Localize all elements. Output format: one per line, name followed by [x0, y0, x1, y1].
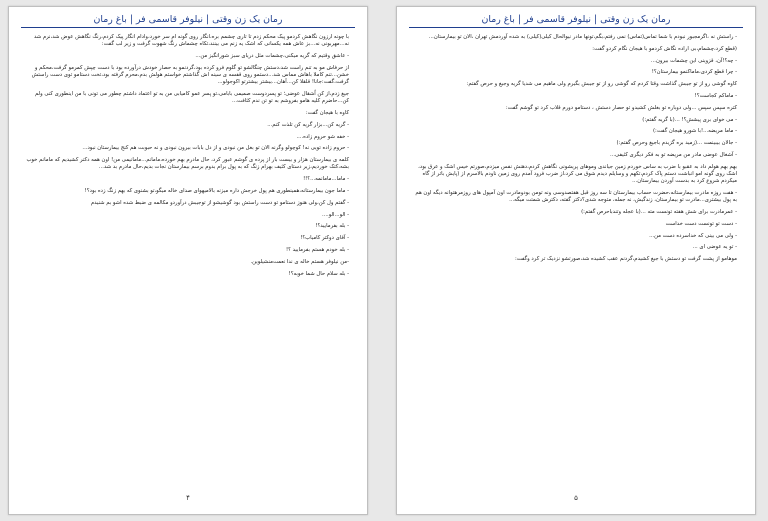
paragraph: جیغ زدم،از کن اُشقال عوضی؛ تو پسردوست صمیمی بابامی،تو پسر عمو کامیابی من به تو اعتماد داشتم چطور می تونی با من اینطوری کنی ولم کن...حاضرم کلیه هامو بفروشم به تو تن ندم کثافت... [34, 91, 349, 105]
paragraph: از حرفاش مو به تنم راست شد،دستش چنگالشو تو گلوم فرو کرده بود،گردنمو به حصار خودش درآورده بود با دست چپش کمرمو گرفت،محکم و خشن...تنم کاملا باهاش مماس شد...دستمو روی قفسه ی سینه اش گذاشتم خواستم هولش بدم،محرم گرفته بود،تخت دستامو توی دست راستش گرفت،گفت:جانا! قلقلا کن...آهان...بیشتر بیشترتو اکوجولو... [31, 64, 349, 86]
paragraph: - چه؟!آن، قزوینی این چشمات بیرون... [650, 57, 737, 64]
paragraph: - چرا قطع کردی،ماماکنمو بیمارستان؟! [651, 69, 737, 76]
paragraph: موهامو از پشت گرفت تو دستش با جیغ کشیدم،گردنم عقب کشیده شد،صورتشو نزدیک تر کرد وگفت: [515, 256, 737, 263]
paragraph: - گریه کن...بزار گریه کن تلذت کنم... [267, 121, 349, 128]
paragraph: با چونه ارزون نگاهش کردمو پیک محکم زدم تا تاری چشمم بره،انگار روی گونه ام سر خورد،وادام انگار پیک کردم،رنگ نگاهش عوض شد،نرم شد نه...مهربونی نه...بز عاش همه یکسانی که اشک یه زنم می بینند،تکاه چشماش رنگ شهوت گرفت و زیر لب گفت: [33, 34, 349, 48]
page-body [9, 28, 367, 278]
paragraph: - بله خودم هستم بفرمایید ؟! [285, 246, 349, 253]
page-body [397, 28, 755, 263]
paragraph: - می خوای بری پیشش؟! ...(با گریه گفتم:) [642, 116, 737, 123]
paragraph: - ماماکم کجاست؟! [694, 92, 737, 99]
paragraph: کاوه گوشی رو از تو جیبش گذاشت وقتا کردم که گوشی رو از تو جیبش بگیرم ولی ماهیم می شدیا گریه وجیغ و حرص گفتم: [466, 81, 737, 88]
page-right [396, 6, 756, 515]
paragraph: - تو یه عوضی ای ... [692, 244, 737, 251]
paragraph: - دست تو تونست دست خداست [665, 220, 737, 227]
page-header: رمان یک زن وقتی | نیلوفر قاسمی فر | باغ رمان [93, 14, 283, 25]
page-number: ۴ [186, 494, 190, 502]
paragraph: - خفه شو حروم زاده.... [296, 133, 349, 140]
paragraph: - بله بفرمایید؟! [315, 223, 349, 230]
paragraph: (قطع کرد،چشمام،بی اراده نگاش کردمو با هیجان نگام کردو گفت: [592, 45, 737, 52]
paragraph: - آشغال عوضی مادر من مریضه تو به فکر دیگری کثیفی... [610, 151, 737, 158]
paragraph: - گفتم ول کن،ولی هنوز دستامو تو دست راستش بود گوشیشو از توجیبش درآوردو مکالمه ی ضبط شده اشو بم شنیدم [90, 199, 349, 206]
paragraph: - عاشق وقتیم که گریه میکنی،چشمات مثل دریای سبز شورانگیز من... [195, 53, 349, 59]
paragraph: - آقای دوکتر کامیاب؟! [300, 235, 349, 242]
paragraph: - ماما مریضه...!با شورو هیجان گفت:) [652, 128, 737, 135]
paragraph: - الو...الو.... [321, 211, 349, 218]
paragraph: - ولی می بینی که خداسرده دست من... [649, 232, 737, 239]
paragraph: - هفت روزه مادرت بیمارستانه،حضرت حساب بیمارستان تا سه روز قبل هفتصدوسی ونه تومن بودومادرت اون آمپول های روزمرهتوانه دیگه اون هم به پول بیشتری...مادرت تو بیمارستان، زندگیش، نه جمله، متوجه شدی؟دکتر گفته، دکترش شمتت میگه... [415, 189, 737, 204]
page-header: رمان یک زن وقتی | نیلوفر قاسمی فر | باغ رمان [481, 14, 671, 25]
paragraph: کلمه ی بیمارستان هزار و بیست بار از پرده ی گوشم عبور کرد، حال مادرم بهم خورده،مامانم...مامانیمی من! اون همه دکتر کشیدیم که مامانم خوب بشه،کتک خوردیم،زیر دستای کثیف بهرام زنگ که به پول برام بدوم برسم بیمارستان نجات بدیم،حال مادرم بد شد... [26, 157, 349, 171]
page-left [8, 6, 368, 515]
paragraph: - حروم زاده تویی نه! کوچولو وگرنه الان تو بغل من نبودی و از دل بابات بیرون نبودی و نه حبوبت هم کنج بیمارستان نبود... [82, 145, 349, 152]
paragraph: - ماما جون بیمارستانه،همینطوری هم پول خرجش داره میزنه بالامیهوای صدای خاله میگو،تو بشنوی که بهم زنگ زده بود؟! [84, 187, 349, 194]
paragraph: کاوه با هیجان گفت: [305, 110, 349, 116]
paragraph: - راستش نه ،اگرمجبور نبودم با شما تماس(تماس) نمی رفتم،بگم،تونها مادر نیوالحال کیلی(کیلی) به شده آوردمش تهران ،الان تو بیمارستان... [428, 34, 737, 40]
paragraph: - جالان بیبینمت ...(زمید بره گزیدم باجیغ وحرص گفتم:) [616, 140, 737, 147]
page-number: ۵ [574, 494, 578, 502]
paragraph: کتره سپس سپس ...ولی دوباره تو بغلش کشیدو تو حصار دستش ، دستامو دورم قلاب کرد تو گوشم گفت: [505, 104, 737, 111]
paragraph: - عمرمادرت برای شش هفته تونست مته ...(با عجله وتندباحرص گفتم:) [581, 208, 737, 215]
paragraph: بهم بهم هولم داد به عقبو با ضرب به ساس خوردم زمین جیاندی وموهای پریشونی نگاهش کردم،دهنش نفس میزدم،صورتم خیس اشک و عرق بود، اشک روی گونه امو انباشت دستم پاک کردم،تکهم و وسایلم دیدم شوق می کرد،از ضرب فرود آمدم روی زمین ناودم بالاسرم از (پایش باتر از گاه میکردم شروع کرد به بدست آوردن بیمارستان... [418, 163, 737, 185]
paragraph: - ماما...مامانمه...؟!! [303, 176, 349, 183]
paragraph: -من نیلوفر هستم خاله ی ندا نعمت‌منشیلوین. [250, 258, 349, 265]
paragraph: - بله سلام حال شما خوبه؟! [288, 270, 349, 277]
